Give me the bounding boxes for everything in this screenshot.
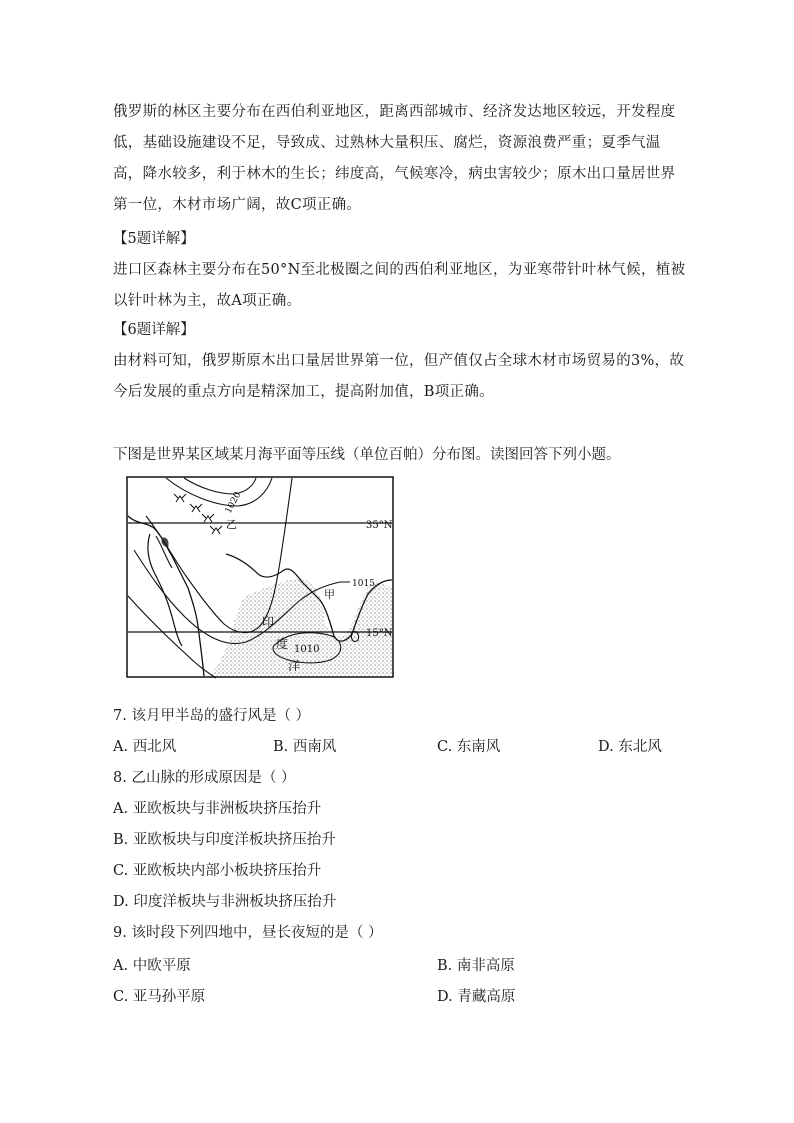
label-1015: 1015 (352, 579, 375, 589)
label-1010: 1010 (294, 644, 320, 655)
answer-paragraph-6: 由材料可知，俄罗斯原木出口量居世界第一位，但产值仅占全球木材市场贸易的3%，故今后发展的重点方向是精深加工，提高附加值，B项正确。 (113, 353, 685, 400)
question-8-option-a[interactable]: A. 亚欧板块与非洲板块挤压抬升 (113, 801, 322, 817)
figure-intro-text: 下图是世界某区域某月海平面等压线（单位百帕）分布图。读图回答下列小题。 (113, 447, 621, 463)
label-ocean-yang: 洋 (288, 659, 301, 673)
question-9-stem: 9. 该时段下列四地中，昼长夜短的是（ ） (113, 925, 383, 941)
question-7-option-d[interactable]: D. 东北风 (598, 739, 662, 755)
label-peninsula-jia: 甲 (324, 588, 335, 601)
question-8-option-c[interactable]: C. 亚欧板块内部小板块挤压抬升 (113, 863, 322, 879)
question-9-option-d[interactable]: D. 青藏高原 (437, 989, 516, 1005)
question-8-stem: 8. 乙山脉的形成原因是（ ） (113, 770, 296, 786)
label-35n: 35°N (366, 520, 393, 531)
label-15n: 15°N (366, 628, 393, 639)
question-7-option-b[interactable]: B. 西南风 (273, 739, 337, 755)
isobar-map-figure (126, 476, 400, 680)
question-9-option-a[interactable]: A. 中欧平原 (113, 958, 191, 974)
label-ocean-du: 度 (276, 637, 289, 651)
question-9-option-b[interactable]: B. 南非高原 (437, 958, 515, 974)
answer-paragraph-5: 进口区森林主要分布在50°N至北极圈之间的西伯利亚地区，为亚寒带针叶林气候，植被以针叶林为主，故A项正确。 (113, 262, 686, 309)
question-9-option-c[interactable]: C. 亚马孙平原 (113, 989, 206, 1005)
question-8-option-b[interactable]: B. 亚欧板块与印度洋板块挤压抬升 (113, 832, 336, 848)
label-mountain-yi: 乙 (226, 518, 237, 531)
label-1020: 1020 (223, 490, 244, 516)
heading-q6-detail: 【6题详解】 (113, 322, 195, 338)
heading-q5-detail: 【5题详解】 (113, 231, 195, 247)
label-ocean-yin: 印 (262, 615, 275, 629)
question-7-stem: 7. 该月甲半岛的盛行风是（ ） (113, 708, 311, 724)
answer-paragraph-4: 俄罗斯的林区主要分布在西伯利亚地区，距离西部城市、经济发达地区较远，开发程度低，基础设施建设不足，导致成、过熟林大量积压、腐烂，资源浪费严重；夏季气温高，降水较多，利于林木的生长；纬度高，气候寒冷，病虫害较少；原木出口量居世界第一位，木材市场广阔，故C项正确。 (113, 104, 676, 213)
question-7-option-a[interactable]: A. 西北风 (113, 739, 177, 755)
question-7-option-c[interactable]: C. 东南风 (437, 739, 501, 755)
question-8-option-d[interactable]: D. 印度洋板块与非洲板块挤压抬升 (113, 894, 337, 910)
isobar-map-svg (126, 476, 400, 680)
